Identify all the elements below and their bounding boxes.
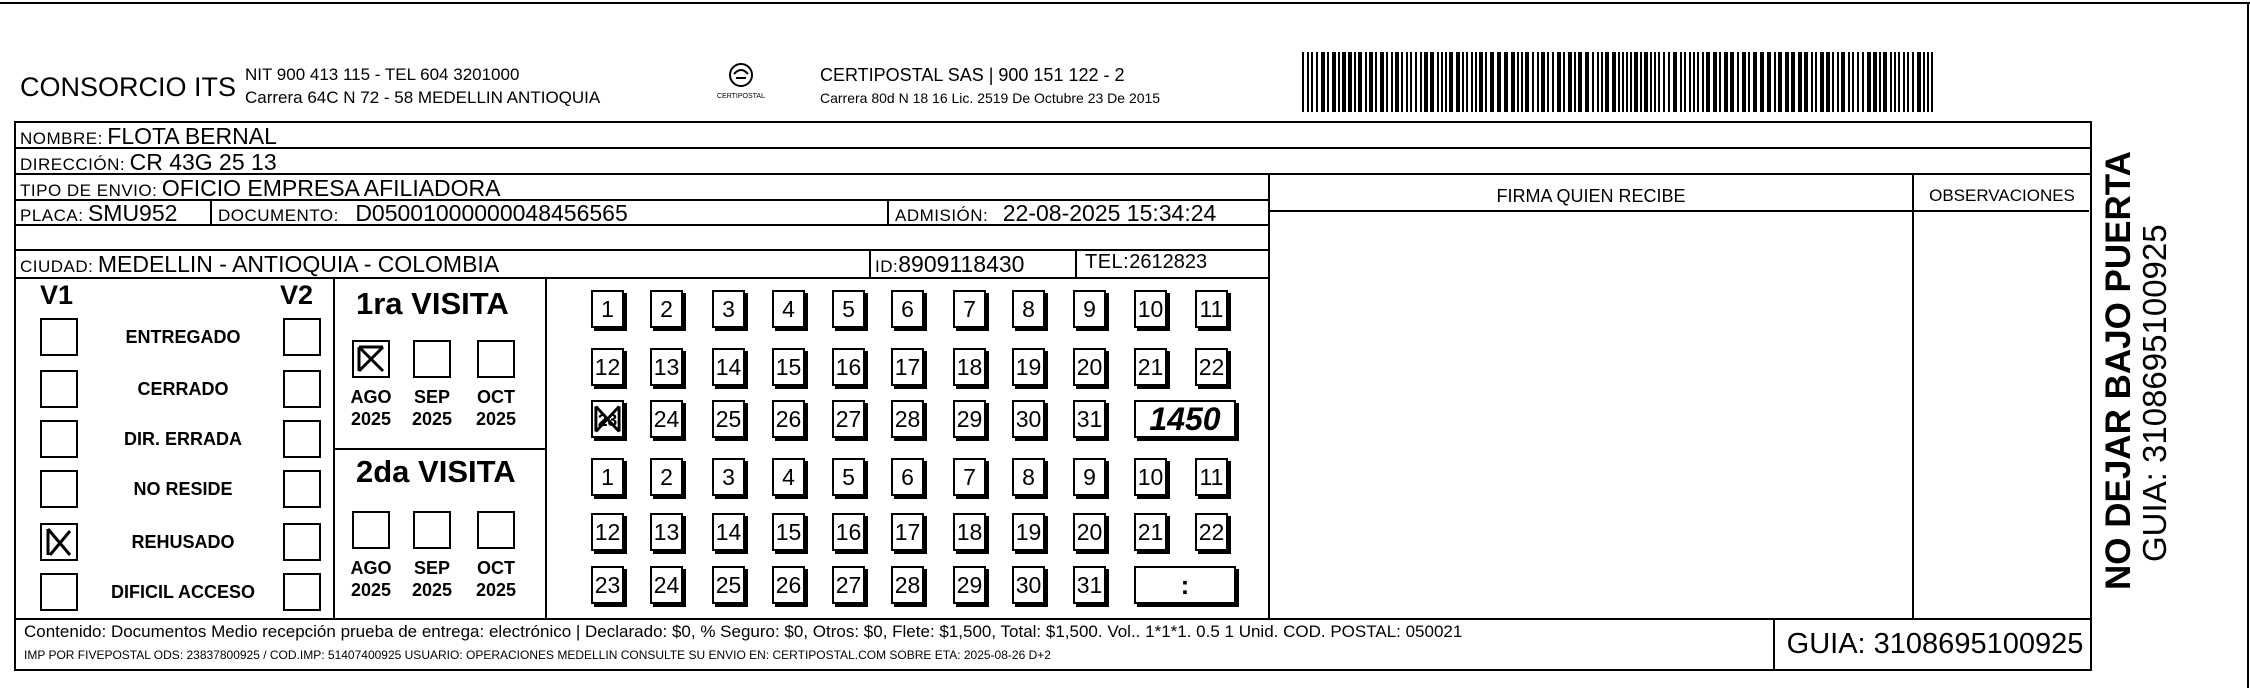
tel-value: 2612823	[1129, 251, 1208, 273]
day-box[interactable]: 11	[1195, 290, 1228, 328]
nombre-label: NOMBRE:	[20, 129, 103, 148]
day-box[interactable]: 30	[1012, 566, 1045, 604]
documento-cell	[218, 200, 628, 227]
day-box[interactable]: 26	[772, 400, 805, 438]
day-box[interactable]: 1	[591, 458, 624, 496]
day-box[interactable]: 20	[1073, 348, 1106, 386]
day-box[interactable]: 28	[891, 566, 924, 604]
month-checkbox[interactable]	[352, 511, 390, 549]
nombre-row	[20, 123, 277, 150]
carrier-line1: CERTIPOSTAL SAS | 900 151 122 - 2	[820, 65, 1125, 85]
day-box[interactable]: 8	[1012, 458, 1045, 496]
v2-checkbox[interactable]	[283, 318, 321, 356]
status-label: NO RESIDE	[133, 479, 233, 499]
visit1-title: 1ra VISITA	[356, 286, 509, 321]
admision-value: 22-08-2025 15:34:24	[1002, 200, 1217, 226]
day-box[interactable]: 11	[1195, 458, 1228, 496]
v1-checkbox[interactable]	[40, 523, 78, 561]
col-line	[1268, 173, 1270, 620]
barcode	[1300, 52, 1940, 112]
logo-text: CERTIPOSTAL	[717, 93, 765, 100]
day-box[interactable]: 9	[1073, 458, 1106, 496]
day-box[interactable]: 1	[591, 290, 624, 328]
day-box[interactable]: 4	[772, 458, 805, 496]
col-line	[869, 249, 871, 277]
placa-value: SMU952	[87, 200, 178, 226]
day-box[interactable]: 28	[891, 400, 924, 438]
svg-text:23: 23	[597, 409, 618, 430]
day-box[interactable]: 27	[832, 400, 865, 438]
day-box[interactable]: 12	[591, 513, 624, 551]
row-line	[14, 147, 2092, 149]
day-box[interactable]: 26	[772, 566, 805, 604]
month-checkbox[interactable]	[352, 340, 390, 378]
day-box[interactable]: 13	[650, 348, 683, 386]
day-box[interactable]: 19	[1012, 348, 1045, 386]
status-label: DIR. ERRADA	[123, 429, 242, 449]
month-label	[341, 557, 401, 601]
day-box[interactable]: 3	[712, 290, 745, 328]
day-box[interactable]: 8	[1012, 290, 1045, 328]
certipostal-logo-icon	[726, 62, 756, 88]
tipo-row	[20, 175, 501, 202]
day-box[interactable]: 15	[772, 348, 805, 386]
col-line	[210, 199, 212, 224]
day-box[interactable]: 29	[953, 400, 986, 438]
ciudad-value: MEDELLIN - ANTIOQUIA - COLOMBIA	[97, 251, 500, 277]
day-box[interactable]: 13	[650, 513, 683, 551]
month-name: SEP	[413, 387, 451, 407]
x-mark-icon	[593, 402, 622, 436]
direccion-row	[20, 149, 277, 176]
month-name: SEP	[413, 558, 451, 578]
day-box[interactable]: 14	[712, 513, 745, 551]
documento-value: D05001000000048456565	[355, 200, 628, 226]
admision-label: ADMISIÓN:	[895, 206, 989, 225]
day-box[interactable]: 31	[1073, 400, 1106, 438]
month-year: 2025	[411, 580, 453, 600]
x-mark-icon	[354, 342, 388, 376]
day-box[interactable]: 2	[650, 458, 683, 496]
right-border	[2247, 2, 2249, 688]
company-address: Carrera 64C N 72 - 58 MEDELLIN ANTIOQUIA	[245, 88, 601, 107]
footer-content: Contenido: Documentos Medio recepción prueba de entrega: electrónico | Declarado: $0, % Seguro: $0, Otros: $0, Flete: $1,500, Total: $1,500. Vol.. 1*1*1. 0.5 1 Unid. COD. POSTAL: 050021	[24, 622, 1463, 641]
day-box[interactable]: 19	[1012, 513, 1045, 551]
month-name: OCT	[477, 387, 515, 407]
side-warning: NO DEJAR BAJO PUERTA	[2099, 151, 2138, 590]
day-box[interactable]: 22	[1195, 348, 1228, 386]
tel-cell	[1085, 251, 1207, 274]
v2-checkbox[interactable]	[283, 573, 321, 611]
month-checkbox[interactable]	[413, 511, 451, 549]
day-box[interactable]: 9	[1073, 290, 1106, 328]
day-box[interactable]: 10	[1134, 458, 1167, 496]
month-label	[402, 557, 462, 601]
day-box[interactable]: 7	[953, 290, 986, 328]
visit2-title: 2da VISITA	[356, 454, 516, 489]
direccion-value: CR 43G 25 13	[129, 149, 277, 175]
v2-checkbox[interactable]	[283, 370, 321, 408]
day-box[interactable]: 17	[891, 513, 924, 551]
month-year: 2025	[475, 580, 517, 600]
v1-checkbox[interactable]	[40, 573, 78, 611]
status-label: REHUSADO	[131, 532, 235, 552]
time-box[interactable]: 1450	[1134, 400, 1236, 438]
col-line	[545, 277, 547, 620]
id-value: 8909118430	[898, 251, 1025, 277]
day-box[interactable]: 18	[953, 348, 986, 386]
id-cell	[875, 251, 1024, 278]
month-year: 2025	[411, 409, 453, 429]
day-box[interactable]: 12	[591, 348, 624, 386]
x-mark-icon	[42, 525, 76, 559]
v1-label: V1	[40, 280, 74, 310]
day-box[interactable]: 5	[832, 290, 865, 328]
day-box[interactable]: 25	[712, 400, 745, 438]
month-label	[466, 386, 526, 430]
company-name: CONSORCIO ITS	[20, 72, 237, 102]
status-label: CERRADO	[137, 379, 229, 399]
day-box[interactable]: 4	[772, 290, 805, 328]
month-label	[341, 386, 401, 430]
side-text	[2100, 120, 2172, 590]
observaciones-header: OBSERVACIONES	[1929, 186, 2075, 205]
placa-label: PLACA:	[20, 206, 84, 225]
day-box[interactable]	[591, 400, 624, 438]
day-box[interactable]: 21	[1134, 513, 1167, 551]
day-box[interactable]: 22	[1195, 513, 1228, 551]
day-box[interactable]: 23	[591, 566, 624, 604]
footer-imp: IMP POR FIVEPOSTAL ODS: 23837800925 / COD.IMP: 51407400925 USUARIO: OPERACIONES MEDELLIN CONSULTE SU ENVIO EN: CERTIPOSTAL.COM SOBRE ETA: 2025-08-26 D+2	[24, 648, 1051, 662]
month-checkbox[interactable]	[477, 340, 515, 378]
direccion-label: DIRECCIÓN:	[20, 155, 126, 174]
day-box[interactable]: 20	[1073, 513, 1106, 551]
day-box[interactable]: 10	[1134, 290, 1167, 328]
footer-guia: GUIA: 3108695100925	[1786, 628, 2084, 660]
month-label	[466, 557, 526, 601]
time-box[interactable]: :	[1134, 566, 1236, 604]
month-year: 2025	[350, 580, 392, 600]
day-box[interactable]: 14	[712, 348, 745, 386]
day-box[interactable]: 2	[650, 290, 683, 328]
day-box[interactable]: 29	[953, 566, 986, 604]
col-line	[333, 277, 335, 620]
admision-cell	[895, 200, 1216, 227]
day-box[interactable]: 7	[953, 458, 986, 496]
tipo-label: TIPO DE ENVIO:	[20, 181, 158, 200]
row-line	[1269, 210, 2089, 212]
month-name: AGO	[350, 558, 392, 578]
col-line	[1075, 249, 1077, 277]
top-border	[0, 2, 2250, 4]
month-checkbox[interactable]	[413, 340, 451, 378]
row-line	[14, 669, 2092, 671]
status-label: ENTREGADO	[125, 327, 241, 347]
v1-checkbox[interactable]	[40, 318, 78, 356]
day-box[interactable]: 31	[1073, 566, 1106, 604]
day-box[interactable]: 18	[953, 513, 986, 551]
row-line	[14, 618, 2092, 620]
day-box[interactable]: 6	[891, 290, 924, 328]
nombre-value: FLOTA BERNAL	[107, 123, 277, 149]
v2-checkbox[interactable]	[283, 420, 321, 458]
ciudad-cell	[20, 251, 499, 278]
day-box[interactable]: 16	[832, 348, 865, 386]
day-box[interactable]: 24	[650, 566, 683, 604]
month-year: 2025	[350, 409, 392, 429]
v2-label: V2	[280, 280, 314, 310]
month-checkbox[interactable]	[477, 511, 515, 549]
tel-label: TEL:	[1085, 251, 1130, 273]
col-line	[2090, 121, 2092, 671]
v1-checkbox[interactable]	[40, 470, 78, 508]
nit-line: NIT 900 413 115 - TEL 604 3201000	[245, 65, 520, 84]
carrier-line2: Carrera 80d N 18 16 Lic. 2519 De Octubre 23 De 2015	[820, 90, 1161, 106]
col-line	[1912, 173, 1914, 620]
month-name: AGO	[350, 387, 392, 407]
v1-checkbox[interactable]	[40, 370, 78, 408]
side-guia: GUIA: 3108695100925	[2136, 224, 2173, 562]
month-year: 2025	[475, 409, 517, 429]
col-line	[1773, 618, 1775, 669]
v1-checkbox[interactable]	[40, 420, 78, 458]
row-line	[14, 121, 2092, 123]
day-box[interactable]: 3	[712, 458, 745, 496]
v2-checkbox[interactable]	[283, 470, 321, 508]
tipo-value: OFICIO EMPRESA AFILIADORA	[161, 175, 501, 201]
day-box[interactable]: 5	[832, 458, 865, 496]
firma-header: FIRMA QUIEN RECIBE	[1496, 186, 1686, 206]
day-box[interactable]: 17	[891, 348, 924, 386]
id-label: ID:	[875, 257, 899, 276]
documento-label: DOCUMENTO:	[218, 206, 339, 225]
ciudad-label: CIUDAD:	[20, 257, 94, 276]
v2-checkbox[interactable]	[283, 523, 321, 561]
row-line	[335, 448, 545, 450]
placa-cell	[20, 200, 177, 227]
day-box[interactable]: 21	[1134, 348, 1167, 386]
day-box[interactable]: 27	[832, 566, 865, 604]
day-box[interactable]: 15	[772, 513, 805, 551]
col-line	[14, 121, 16, 671]
day-box[interactable]: 25	[712, 566, 745, 604]
day-box[interactable]: 24	[650, 400, 683, 438]
status-label: DIFICIL ACCESO	[110, 582, 255, 602]
day-box[interactable]: 6	[891, 458, 924, 496]
month-name: OCT	[477, 558, 515, 578]
col-line	[887, 199, 889, 224]
day-box[interactable]: 16	[832, 513, 865, 551]
month-label	[402, 386, 462, 430]
carrier-logo	[706, 62, 776, 108]
day-box[interactable]: 30	[1012, 400, 1045, 438]
